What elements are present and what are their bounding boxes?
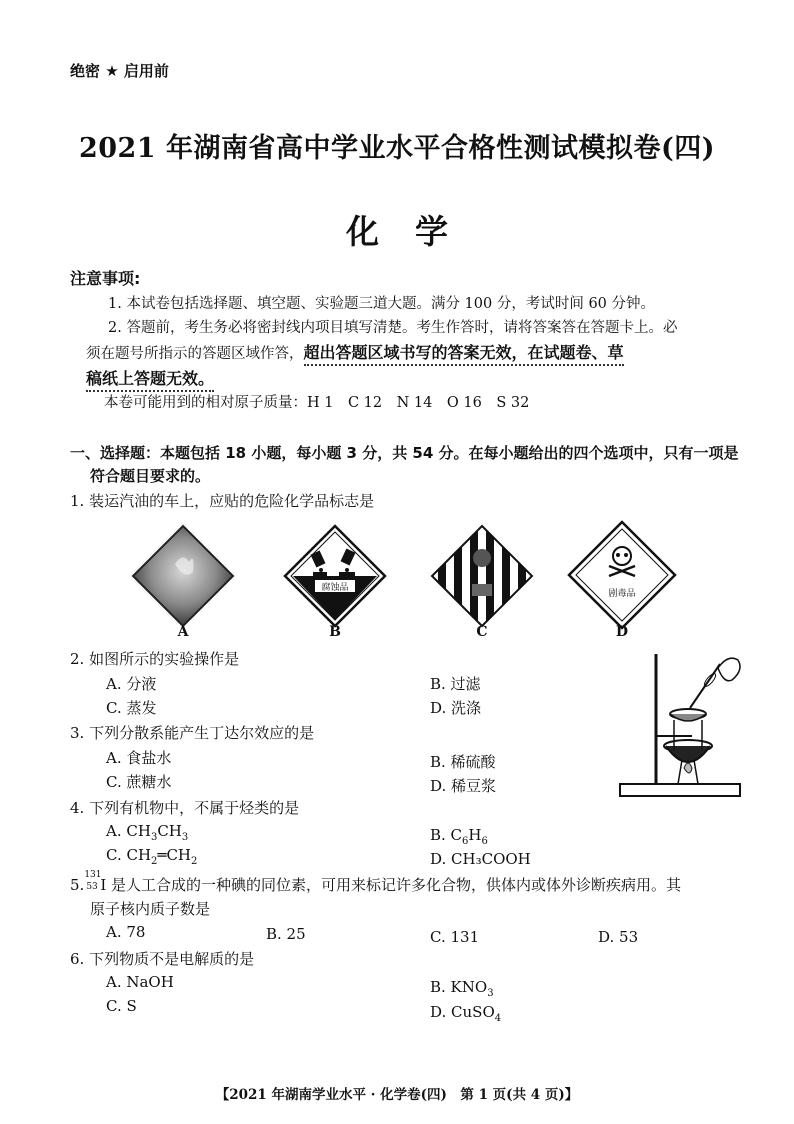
q4-c-part2: ═CH (157, 846, 192, 864)
q6-d-sub: 4 (494, 1013, 502, 1024)
q4-a-sub1: 3 (150, 832, 158, 843)
q6-d-part1: D. CuSO (430, 1003, 495, 1021)
sign-label-c: C (476, 624, 488, 640)
q4-a-part1: A. CH (106, 822, 151, 840)
q5-option-c[interactable]: C. 131 (430, 928, 480, 946)
notice-item-2-line-1: 2. 答题前，考生务必将密封线内项目填写清楚。考生作答时，请将答案答在答题卡上。必 (108, 320, 678, 336)
notice-item-2-line-3 (86, 366, 214, 389)
q4-c-part1: C. CH (106, 846, 152, 864)
notice-item-1: 1. 本试卷包括选择题、填空题、实验题三道大题。满分 100 分，考试时间 60 分钟。 (108, 296, 656, 312)
question-3-stem: 3. 下列分散系能产生丁达尔效应的是 (70, 724, 315, 742)
section-1-heading-line-2: 符合题目要求的。 (90, 467, 211, 485)
q4-b-sub1: 6 (462, 836, 469, 847)
q4-c-sub2: 2 (191, 856, 198, 867)
q6-option-b[interactable] (430, 978, 494, 999)
q5-atomic-number: 53 (86, 882, 98, 892)
q4-option-c[interactable] (106, 846, 197, 867)
q3-option-d[interactable]: D. 稀豆浆 (430, 777, 497, 795)
notice-item-2-line-3-text: 稿纸上答题无效。 (86, 369, 214, 392)
q6-b-part1: B. KNO (430, 978, 488, 996)
q4-b-part2: H (468, 826, 482, 844)
q5-nuclide-notation (84, 870, 102, 892)
notice-item-2-line-2-normal: 须在题号所指示的答题区域作答， (86, 346, 304, 362)
hazard-sign-a-icon (131, 524, 235, 628)
q5-mass-number: 131 (84, 870, 102, 880)
q5-option-d[interactable]: D. 53 (598, 928, 639, 946)
notice-item-2-emphasis: 超出答题区域书写的答案无效，在试题卷、草 (304, 343, 624, 366)
evaporation-apparatus-icon (612, 650, 752, 802)
q4-a-sub2: 3 (181, 832, 189, 843)
q3-option-b[interactable]: B. 稀硫酸 (430, 753, 496, 771)
q5-number: 5. (70, 876, 85, 894)
q4-c-sub1: 2 (151, 856, 158, 867)
sign-b-text: 腐蚀品 (321, 583, 349, 593)
q6-option-d[interactable] (430, 1003, 501, 1024)
question-5-stem (70, 870, 682, 895)
sign-d-text: 剧毒品 (608, 589, 636, 599)
confidential-mark: 绝密 ★ 启用前 (70, 62, 169, 80)
question-2-stem: 2. 如图所示的实验操作是 (70, 650, 240, 668)
question-6-stem: 6. 下列物质不是电解质的是 (70, 950, 255, 968)
q2-option-a[interactable]: A. 分液 (106, 675, 157, 693)
q3-option-c[interactable]: C. 蔗糖水 (106, 773, 172, 791)
q4-option-a[interactable] (106, 822, 188, 843)
sign-label-b: B (329, 624, 341, 640)
q5-option-a[interactable]: A. 78 (106, 923, 146, 941)
subject-title: 化学 (346, 212, 484, 251)
exam-title: 2021 年湖南省高中学业水平合格性测试模拟卷(四) (78, 133, 716, 164)
q2-option-d[interactable]: D. 洗涤 (430, 699, 482, 717)
q4-option-d[interactable]: D. CH₃COOH (430, 850, 531, 868)
sign-label-a: A (177, 624, 189, 640)
striped-sign-c-icon (430, 524, 534, 628)
q5-option-b[interactable]: B. 25 (266, 925, 306, 943)
q4-b-part1: B. C (430, 826, 463, 844)
q5-symbol: I (100, 876, 107, 894)
q2-option-b[interactable]: B. 过滤 (430, 675, 481, 693)
section-1-heading: 一、选择题：本题包括 18 小题，每小题 3 分，共 54 分。在每小题给出的四个选项中，只有一项是 (70, 444, 739, 462)
q6-option-c[interactable]: C. S (106, 997, 137, 1015)
question-4-stem: 4. 下列有机物中，不属于烃类的是 (70, 799, 300, 817)
question-5-stem-line-2: 原子核内质子数是 (90, 900, 211, 918)
q6-b-sub: 3 (487, 988, 494, 999)
q3-option-a[interactable]: A. 食盐水 (106, 749, 172, 767)
corrosive-sign-b-icon (283, 524, 387, 628)
q2-option-c[interactable]: C. 蒸发 (106, 699, 157, 717)
notice-item-2-line-2 (86, 340, 624, 363)
q4-option-b[interactable] (430, 826, 488, 847)
page-footer: 【2021 年湖南学业水平 · 化学卷(四) 第 1 页(共 4 页)】 (215, 1087, 579, 1103)
toxic-sign-d-icon (567, 520, 677, 630)
q4-b-sub2: 6 (481, 836, 488, 847)
question-1-stem: 1. 装运汽油的车上，应贴的危险化学品标志是 (70, 492, 375, 510)
q4-a-part2: CH (157, 822, 182, 840)
sign-label-d: D (615, 624, 629, 640)
notice-heading: 注意事项: (70, 269, 141, 288)
q5-stem-rest: 是人工合成的一种碘的同位素，可用来标记许多化合物，供体内或体外诊断疾病用。其 (106, 876, 682, 894)
atomic-mass-note: 本卷可能用到的相对原子质量：H 1 C 12 N 14 O 16 S 32 (104, 395, 530, 411)
q6-option-a[interactable]: A. NaOH (106, 973, 174, 991)
